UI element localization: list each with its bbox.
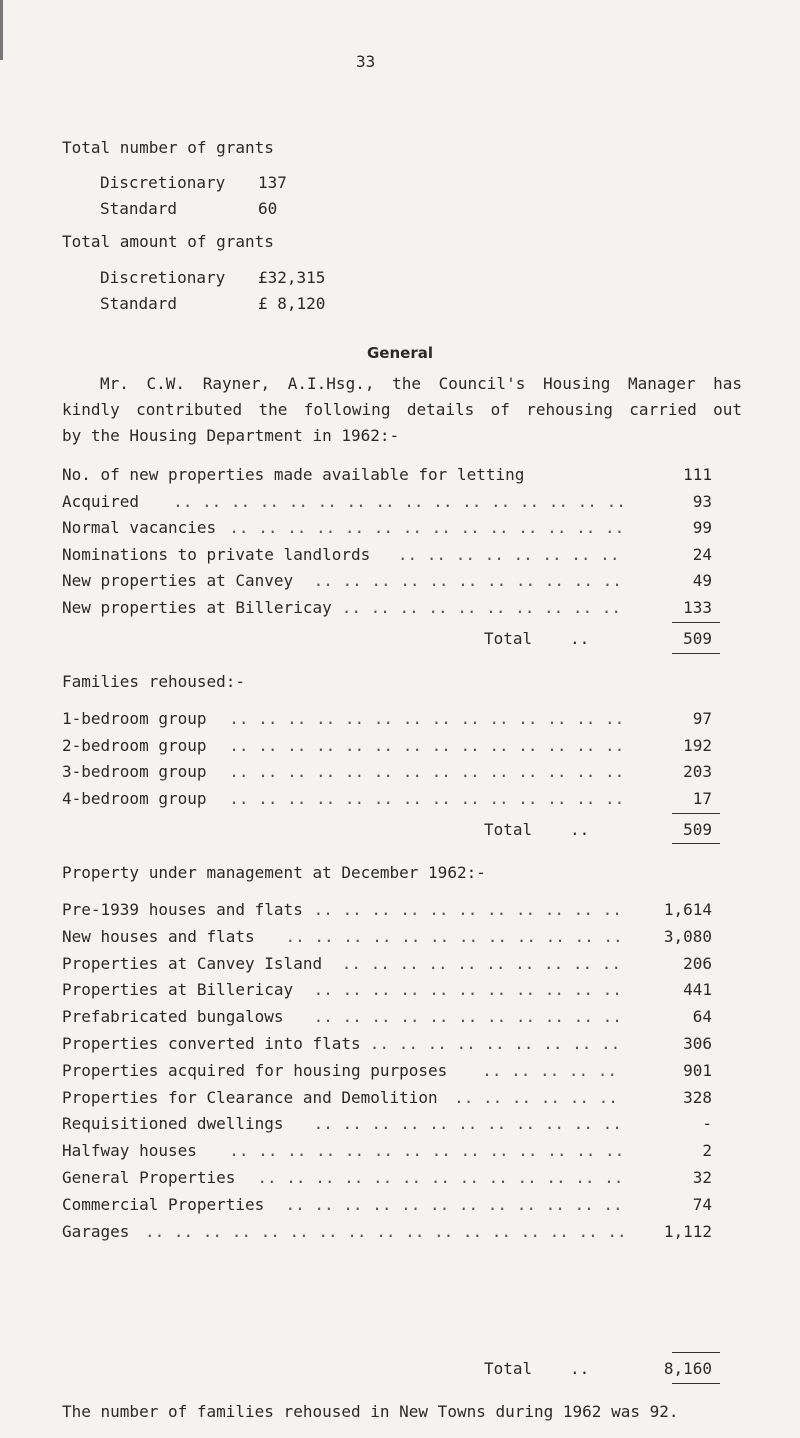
row-label: New properties at Billericay <box>62 597 332 617</box>
row-value: 97 <box>692 709 712 728</box>
row-value: 49 <box>692 571 712 590</box>
total-rule <box>672 1352 720 1353</box>
row-label: Halfway houses <box>62 1141 197 1161</box>
leader-dots: .. .. .. .. .. .. .. .. .. .. .. .. .. .. .. .. .. <box>145 1221 627 1241</box>
grant-number-value: 60 <box>258 199 278 218</box>
row-value: 203 <box>683 762 712 781</box>
row-value: 133 <box>683 597 712 617</box>
leader-dots: .. .. .. .. .. .. .. .. .. .. .. .. .. .. <box>229 1141 625 1161</box>
row-label: 3-bedroom group <box>62 762 207 781</box>
total-leader-dots: .. <box>570 1359 590 1378</box>
total-label: Total <box>484 629 533 648</box>
total-label: Total <box>484 820 533 839</box>
page-number: 33 <box>356 52 376 71</box>
leader-dots: .. .. .. .. .. .. .. .. .. .. .. <box>313 1007 622 1027</box>
total-leader-dots: .. <box>570 820 590 839</box>
grant-amount-value: £32,315 <box>258 268 326 287</box>
row-label: General Properties <box>62 1168 236 1187</box>
management-heading: Property under management at December 1962:- <box>62 863 486 882</box>
grants-amount-heading: Total amount of grants <box>62 232 274 251</box>
row-value: 1,614 <box>663 900 712 919</box>
row-value: 93 <box>692 491 712 511</box>
section-title: General <box>367 344 433 362</box>
leader-dots: .. .. .. .. .. .. .. .. .. .. .. .. .. .. <box>229 709 625 728</box>
paragraph-line: kindly contributed the following details of rehousing carried out <box>62 400 742 419</box>
row-value: 901 <box>683 1060 712 1080</box>
row-value: 17 <box>692 788 712 808</box>
row-label: Garages <box>62 1221 130 1241</box>
row-value: 111 <box>683 465 712 484</box>
row-label: Prefabricated bungalows <box>62 1007 284 1027</box>
page-edge-mark <box>0 0 3 60</box>
row-label: Properties acquired for housing purposes <box>62 1060 448 1080</box>
grant-amount-label: Discretionary <box>100 268 226 287</box>
row-label: New properties at Canvey <box>62 571 294 590</box>
leader-dots: .. .. .. .. .. .. .. .. .. .. .. .. .. .. .. .. <box>173 491 626 511</box>
leader-dots: .. .. .. .. .. .. .. .. .. .. .. <box>313 571 622 590</box>
row-label: Properties at Billericay <box>62 980 294 1000</box>
closing-sentence: The number of families rehoused in New Towns during 1962 was 92. <box>62 1402 679 1421</box>
row-label: Properties converted into flats <box>62 1034 361 1053</box>
total-value: 509 <box>683 629 712 648</box>
row-label: Acquired <box>62 491 140 511</box>
row-label: Requisitioned dwellings <box>62 1114 284 1134</box>
row-value: 441 <box>683 980 712 1000</box>
total-value: 8,160 <box>663 1359 712 1378</box>
leader-dots: .. .. .. .. .. .. .. .. .. .. .. <box>313 1114 622 1134</box>
row-label: 4-bedroom group <box>62 788 207 808</box>
row-value: 64 <box>692 1007 712 1027</box>
row-value: 3,080 <box>663 926 712 946</box>
grant-amount-label: Standard <box>100 294 178 313</box>
row-value: 306 <box>683 1034 712 1053</box>
families-heading: Families rehoused:- <box>62 672 246 691</box>
row-label: New houses and flats <box>62 926 255 946</box>
leader-dots: .. .. .. .. .. .. .. .. .. .. .. .. .. .. <box>229 788 625 808</box>
leader-dots: .. .. .. .. .. .. .. .. .. .. .. .. .. .. <box>229 762 625 781</box>
row-value: 192 <box>683 735 712 755</box>
leader-dots: .. .. .. .. .. .. .. .. .. .. .. .. .. .. <box>229 735 625 755</box>
leader-dots: .. .. .. .. .. .. .. .. .. .. <box>341 597 622 617</box>
row-value: 99 <box>692 518 712 537</box>
row-value: 24 <box>692 544 712 564</box>
total-rule <box>672 813 720 814</box>
grant-number-label: Standard <box>100 199 178 218</box>
paragraph-line: Mr. C.W. Rayner, A.I.Hsg., the Council's Housing Manager has <box>100 374 742 393</box>
leader-dots: .. .. .. .. .. .. .. .. .. .. .. .. .. <box>257 1168 624 1187</box>
leader-dots: .. .. .. .. .. <box>482 1060 618 1080</box>
grant-amount-value: £ 8,120 <box>258 294 326 313</box>
intro-paragraph <box>62 371 742 449</box>
row-label: 1-bedroom group <box>62 709 207 728</box>
row-value: 74 <box>692 1194 712 1214</box>
row-label: Properties at Canvey Island <box>62 953 323 973</box>
grant-number-value: 137 <box>258 173 287 192</box>
row-value: 328 <box>683 1087 712 1107</box>
row-label: Nominations to private landlords <box>62 544 371 564</box>
row-value: 1,112 <box>663 1221 712 1241</box>
leader-dots: .. .. .. .. .. .. .. .. .. .. <box>341 953 622 973</box>
row-value: 32 <box>692 1168 712 1187</box>
total-rule <box>672 622 720 623</box>
leader-dots: .. .. .. .. .. .. .. .. .. .. .. .. <box>285 1194 623 1214</box>
total-rule <box>672 843 720 844</box>
grant-number-label: Discretionary <box>100 173 226 192</box>
grants-number-heading: Total number of grants <box>62 138 274 157</box>
total-label: Total <box>484 1359 533 1378</box>
leader-dots: .. .. .. .. .. .. .. .. <box>397 544 620 564</box>
leader-dots: .. .. .. .. .. .. .. .. .. .. .. .. .. .. <box>229 518 625 537</box>
leader-dots: .. .. .. .. .. .. .. .. .. .. .. .. <box>285 926 623 946</box>
row-label: Pre-1939 houses and flats <box>62 900 303 919</box>
row-value: - <box>702 1114 712 1134</box>
row-label: 2-bedroom group <box>62 735 207 755</box>
row-value: 206 <box>683 953 712 973</box>
leader-dots: .. .. .. .. .. .. .. .. .. <box>369 1034 621 1053</box>
leader-dots: .. .. .. .. .. .. <box>454 1087 618 1107</box>
total-rule <box>672 1383 720 1384</box>
row-label: Properties for Clearance and Demolition <box>62 1087 438 1107</box>
row-label: Commercial Properties <box>62 1194 265 1214</box>
total-leader-dots: .. <box>570 629 590 648</box>
leader-dots: .. .. .. .. .. .. .. .. .. .. .. <box>313 900 622 919</box>
total-rule <box>672 653 720 654</box>
row-label: Normal vacancies <box>62 518 217 537</box>
row-value: 2 <box>702 1141 712 1161</box>
leader-dots: .. .. .. .. .. .. .. .. .. .. .. <box>313 980 622 1000</box>
paragraph-line: by the Housing Department in 1962:- <box>62 426 400 445</box>
total-value: 509 <box>683 820 712 839</box>
row-label: No. of new properties made available for letting <box>62 465 525 484</box>
